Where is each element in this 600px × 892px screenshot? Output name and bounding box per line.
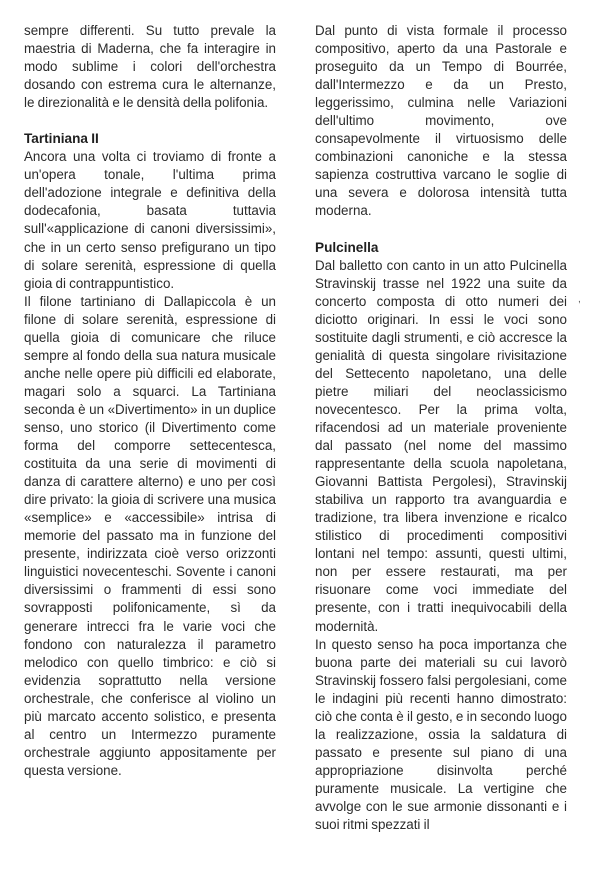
section-title-tartiniana: Tartiniana II [24,131,99,147]
pulcinella-paragraph-1: Dal balletto con canto in un atto Pulcinella Stravinskij trasse nel 1922 una suite da concerto composta di otto numeri dei diciotto originari. In essi le voci sono sostituite dagli strumenti, e ciò accresce la genialità di questa singolare rivisitazione del Settecento napoletano, una delle pietre miliari del neoclassicismo novecentesco. Per la prima volta, rifacendosi ad un materiale proveniente dal passato (nel nome del massimo rappresentante della scuola napoletana, Giovanni Battista Pergolesi), Stravinskij stabiliva un rapporto tra avanguardia e tradizione, tra libera invenzione e ricalco stilistico di procedimenti compositivi lontani nel tempo: assunti, questi ultimi, non per essere restaurati, ma per risuonare come voci immediate del presente, con i tratti inequivocabili della modernità. [315,257,567,634]
tartiniana-paragraph-2: Il filone tartiniano di Dallapiccola è un filone di solare serenità, espressione di quella gioia di comunicare che riluce sempre al fondo della sua natura musicale anche nelle opere più difficili ed elaborate, magari solo a squarci. La Tartiniana seconda è un «Divertimento» in un duplice senso, uno storico (il Divertimento come forma del comporre settecentesca, costituita da una serie di movimenti di danza di carattere alterno) e uno per così dire privato: la gioia di scrivere una musica «semplice» e «accessibile» intrisa di memorie del passato ma in funzione del presente, indirizzata cioè verso orizzonti linguistici novecenteschi. Sovente i canoni diversissimi o frammenti di essi sono sovrapposti polifonicamente, sì da generare intrecci fra le varie voci che fondono con naturalezza il parametro melodico con quello timbrico: e ciò si evidenzia soprattutto nella versione orchestrale, che conferisce al violino un più marcato accento solistico, e presenta al centro un Intermezzo puramente orchestrale aggiunto appositamente per questa versione. [24,293,276,778]
section-title-pulcinella: Pulcinella [315,239,379,255]
left-column [24,22,276,780]
tartiniana-paragraph-1: Ancora una volta ci troviamo di fronte a un'opera tonale, l'ultima prima dell'adozione integrale e definitiva della dodecafonia, basata tuttavia sull'«applicazione di canoni diversissimi», che in un certo senso prefigurano un tipo di solare serenità, espressione di quella gioia di contrappuntistico. [24,149,276,291]
right-intro-paragraph: Dal punto di vista formale il processo compositivo, aperto da una Pastorale e proseguito da un Tempo di Bourrée, dall'Intermezzo e da un Presto, leggerissimo, culmina nelle Variazioni dell'ultimo movimento, ove consapevolmente il virtuosismo delle combinazioni canoniche e la stessa sapienza costruttiva varcano le soglie di una severa e dolorosa intensità tutta moderna. [315,23,567,219]
right-column [315,22,567,834]
pulcinella-paragraph-2: In questo senso ha poca importanza che buona parte dei materiali su cui lavorò Stravinskij fossero falsi pergolesiani, come le indagini più recenti hanno dimostrato: ciò che conta è il gesto, e in secondo luogo la realizzazione, ossia la saldatura di passato e presente sul piano di una appropriazione disinvolta perché puramente musicale. La vertigine che avvolge con le sue armonie dissonanti e i suoi ritmi spezzati il [315,636,567,833]
margin-mark: , [578,294,581,305]
left-intro-paragraph: sempre differenti. Su tutto prevale la maestria di Maderna, che fa interagire in modo sublime i colori dell'orchestra dosando con estrema cura le alternanze, le direzionalità e le densità della polifonia. [24,23,276,111]
